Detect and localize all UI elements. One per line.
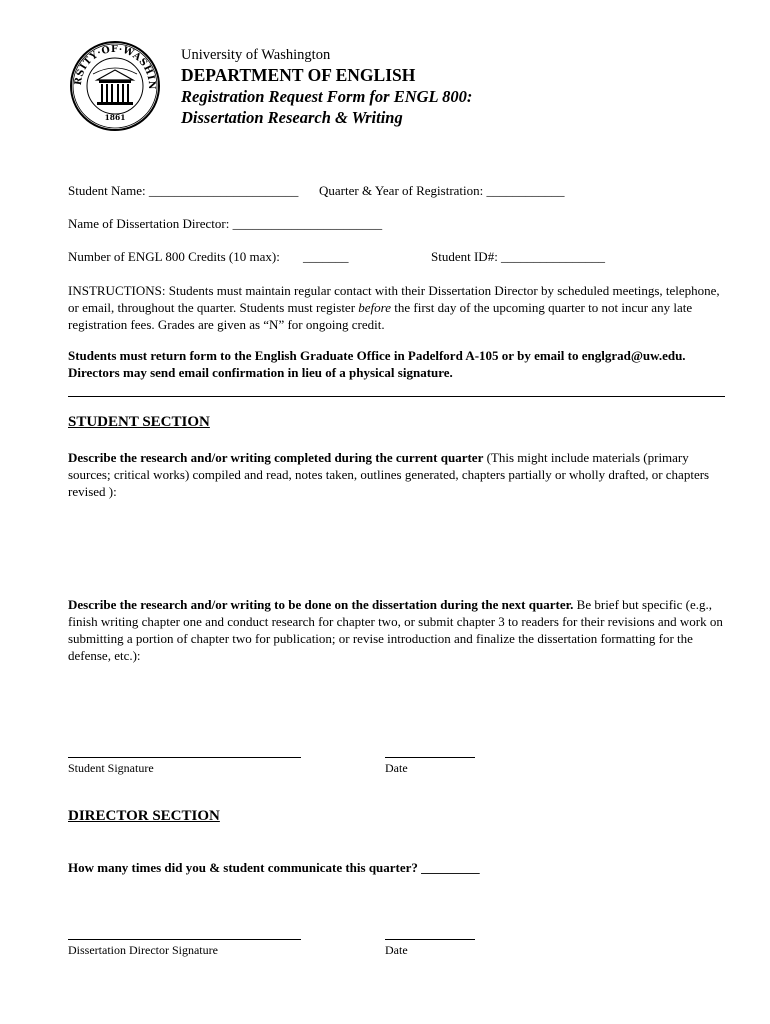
return-notice: Students must return form to the English Graduate Office in Padelford A-105 or by email to englgrad@uw.edu. Directors may send email confirmation in lieu of a physical signature. (68, 348, 686, 380)
form-title-line2: Dissertation Research & Writing (181, 108, 403, 127)
director-signature-label: Dissertation Director Signature (68, 943, 218, 957)
student-date-label: Date (385, 761, 408, 775)
student-name-field[interactable]: Student Name: _______________________ (68, 183, 299, 198)
student-id-field[interactable]: Student ID#: ________________ (431, 249, 606, 264)
next-quarter-prompt (68, 596, 728, 664)
svg-text:1861: 1861 (104, 113, 126, 122)
instructions-text: INSTRUCTIONS: Students must maintain regular contact with their Dissertation Director by scheduled meetings, telephone, or email, throughout the quarter. Students must register (68, 283, 720, 315)
director-date-line[interactable] (385, 939, 475, 940)
quarter-year-field[interactable]: Quarter & Year of Registration: ____________ (319, 183, 565, 198)
instructions-paragraph (68, 282, 728, 333)
university-seal-logo (69, 40, 161, 132)
next-quarter-response-area[interactable] (68, 668, 725, 748)
next-quarter-prompt-bold: Describe the research and/or writing to be done on the dissertation during the next quarter. (68, 597, 574, 612)
director-signature-line[interactable] (68, 939, 301, 940)
student-signature-line[interactable] (68, 757, 301, 758)
form-title-line1: Registration Request Form for ENGL 800: (181, 87, 473, 106)
current-quarter-prompt-detail: (This might include materials (primary sources; critical works) compiled and read, notes taken, outlines generated, chapters partially or wholly drafted, or chapters revised ): (68, 450, 710, 499)
instructions-text-end: the first day of the upcoming quarter to not incur any late registration fees. Grades are given as “N” for ongoing credit. (68, 300, 693, 332)
student-signature-label: Student Signature (68, 761, 154, 775)
director-date-label: Date (385, 943, 408, 957)
department-name: DEPARTMENT OF ENGLISH (181, 65, 416, 85)
university-name: University of Washington (181, 47, 331, 63)
current-quarter-response-area[interactable] (68, 505, 725, 590)
next-quarter-prompt-detail: Be brief but specific (e.g., finish writing chapter one and conduct research for chapter two, or submit chapter 3 to readers for their revisions and work on submitting a portion of chapter two for publication; or revise introduction and finalize the dissertation formatting for the defense, etc.): (68, 597, 723, 663)
student-date-line[interactable] (385, 757, 475, 758)
student-section-heading: STUDENT SECTION (68, 414, 210, 430)
section-divider (68, 396, 725, 397)
current-quarter-prompt (68, 449, 728, 500)
instructions-emphasis: before (358, 300, 392, 315)
current-quarter-prompt-bold: Describe the research and/or writing completed during the current quarter (68, 450, 484, 465)
credits-label: Number of ENGL 800 Credits (10 max): (68, 249, 280, 264)
director-name-field[interactable]: Name of Dissertation Director: _______________________ (68, 216, 383, 231)
svg-text:UNIVERSITY·OF·WASHINGTON: RSITY·OF·WASHIN (72, 43, 158, 91)
communication-count-field[interactable]: How many times did you & student communicate this quarter? _________ (68, 860, 480, 875)
credits-field[interactable]: _______ (303, 249, 349, 264)
director-section-heading: DIRECTOR SECTION (68, 808, 220, 824)
